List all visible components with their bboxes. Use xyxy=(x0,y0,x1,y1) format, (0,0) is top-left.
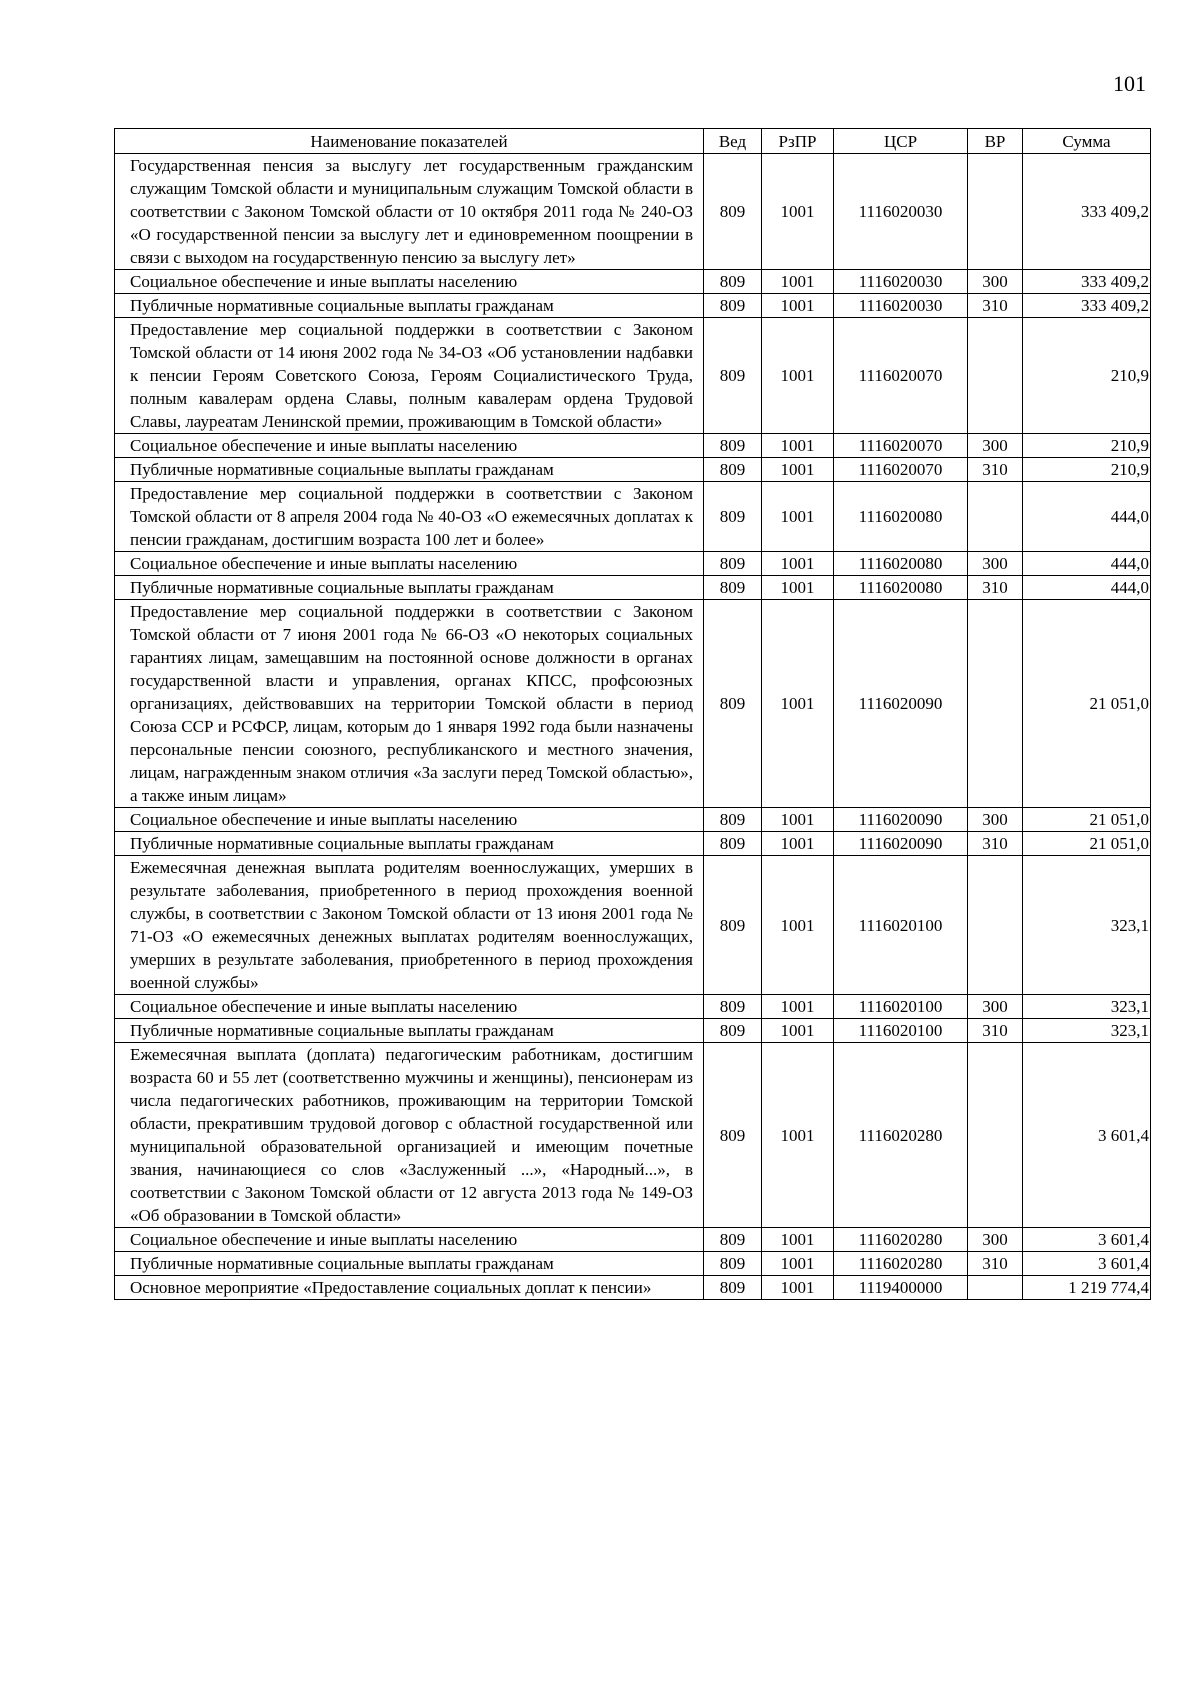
table-row xyxy=(115,600,1151,808)
cell-name: Социальное обеспечение и иные выплаты населению xyxy=(115,434,704,458)
cell-name: Предоставление мер социальной поддержки в соответствии с Законом Томской области от 14 июня 2002 года № 34-ОЗ «Об установлении надбавки к пенсии Героям Советского Союза, Героям Социалистического Труда, полным кавалерам ордена Славы, полным кавалерам ордена Трудовой Славы, лауреатам Ленинской премии, проживающим в Томской области» xyxy=(115,318,704,434)
cell-ved: 809 xyxy=(704,1019,762,1043)
cell-sum: 3 601,4 xyxy=(1023,1043,1151,1228)
cell-csr: 1116020030 xyxy=(834,154,968,270)
cell-rzpr: 1001 xyxy=(762,1019,834,1043)
cell-vr xyxy=(968,318,1023,434)
cell-rzpr: 1001 xyxy=(762,318,834,434)
table-row xyxy=(115,552,1151,576)
cell-name: Предоставление мер социальной поддержки в соответствии с Законом Томской области от 8 апреля 2004 года № 40-ОЗ «О ежемесячных доплатах к пенсии гражданам, достигшим возраста 100 лет и более» xyxy=(115,482,704,552)
cell-ved: 809 xyxy=(704,154,762,270)
cell-name: Социальное обеспечение и иные выплаты населению xyxy=(115,552,704,576)
cell-vr xyxy=(968,482,1023,552)
table-row xyxy=(115,1276,1151,1300)
cell-csr: 1116020080 xyxy=(834,576,968,600)
cell-rzpr: 1001 xyxy=(762,1276,834,1300)
cell-name: Ежемесячная денежная выплата родителям военнослужащих, умерших в результате заболевания, приобретенного в период прохождения военной службы, в соответствии с Законом Томской области от 13 июня 2001 года № 71-ОЗ «О ежемесячных денежных выплатах родителям военнослужащих, умерших в результате заболевания, приобретенного в период прохождения военной службы» xyxy=(115,856,704,995)
cell-name: Публичные нормативные социальные выплаты гражданам xyxy=(115,576,704,600)
table-row xyxy=(115,808,1151,832)
cell-sum: 3 601,4 xyxy=(1023,1228,1151,1252)
cell-ved: 809 xyxy=(704,552,762,576)
table-row xyxy=(115,154,1151,270)
table-row xyxy=(115,1043,1151,1228)
table-row xyxy=(115,832,1151,856)
cell-csr: 1116020080 xyxy=(834,482,968,552)
table-row xyxy=(115,458,1151,482)
budget-table xyxy=(114,128,1151,1300)
cell-sum: 323,1 xyxy=(1023,1019,1151,1043)
cell-rzpr: 1001 xyxy=(762,808,834,832)
table-row xyxy=(115,576,1151,600)
cell-csr: 1116020070 xyxy=(834,434,968,458)
cell-rzpr: 1001 xyxy=(762,1228,834,1252)
cell-ved: 809 xyxy=(704,458,762,482)
cell-sum: 444,0 xyxy=(1023,576,1151,600)
cell-csr: 1116020100 xyxy=(834,995,968,1019)
cell-vr: 300 xyxy=(968,270,1023,294)
cell-rzpr: 1001 xyxy=(762,576,834,600)
cell-name: Публичные нормативные социальные выплаты гражданам xyxy=(115,1252,704,1276)
table-row xyxy=(115,434,1151,458)
cell-ved: 809 xyxy=(704,576,762,600)
cell-vr: 300 xyxy=(968,808,1023,832)
cell-sum: 444,0 xyxy=(1023,482,1151,552)
cell-csr: 1116020070 xyxy=(834,458,968,482)
cell-vr: 310 xyxy=(968,294,1023,318)
cell-csr: 1116020100 xyxy=(834,856,968,995)
cell-csr: 1116020280 xyxy=(834,1043,968,1228)
table-row xyxy=(115,270,1151,294)
cell-csr: 1116020090 xyxy=(834,832,968,856)
cell-vr: 310 xyxy=(968,1252,1023,1276)
cell-vr xyxy=(968,1043,1023,1228)
cell-sum: 21 051,0 xyxy=(1023,600,1151,808)
cell-vr xyxy=(968,856,1023,995)
table-header-row xyxy=(115,129,1151,154)
cell-vr: 300 xyxy=(968,1228,1023,1252)
cell-rzpr: 1001 xyxy=(762,1043,834,1228)
table-row xyxy=(115,482,1151,552)
cell-name: Государственная пенсия за выслугу лет государственным гражданским служащим Томской области и муниципальным служащим Томской области в соответствии с Законом Томской области от 10 октября 2011 года № 240-ОЗ «О государственной пенсии за выслугу лет и единовременном поощрении в связи с выходом на государственную пенсию за выслугу лет» xyxy=(115,154,704,270)
cell-rzpr: 1001 xyxy=(762,1252,834,1276)
cell-ved: 809 xyxy=(704,1252,762,1276)
table-body xyxy=(115,154,1151,1300)
cell-ved: 809 xyxy=(704,1276,762,1300)
cell-ved: 809 xyxy=(704,294,762,318)
cell-csr: 1116020280 xyxy=(834,1252,968,1276)
cell-name: Предоставление мер социальной поддержки в соответствии с Законом Томской области от 7 июня 2001 года № 66-ОЗ «О некоторых социальных гарантиях лицам, замещавшим на постоянной основе должности в органах государственной власти и управления, органах КПСС, профсоюзных организациях, действовавших на территории Томской области в период Союза ССР и РСФСР, лицам, которым до 1 января 1992 года были назначены персональные пенсии союзного, республиканского и местного значения, лицам, награжденным знаком отличия «За заслуги перед Томской областью», а также иным лицам» xyxy=(115,600,704,808)
table-row xyxy=(115,294,1151,318)
header-rzpr: РзПР xyxy=(762,129,834,154)
cell-ved: 809 xyxy=(704,318,762,434)
cell-sum: 333 409,2 xyxy=(1023,294,1151,318)
cell-name: Социальное обеспечение и иные выплаты населению xyxy=(115,270,704,294)
table-row xyxy=(115,1228,1151,1252)
cell-ved: 809 xyxy=(704,808,762,832)
cell-csr: 1116020280 xyxy=(834,1228,968,1252)
cell-rzpr: 1001 xyxy=(762,154,834,270)
cell-ved: 809 xyxy=(704,600,762,808)
cell-vr xyxy=(968,600,1023,808)
cell-csr: 1116020080 xyxy=(834,552,968,576)
cell-csr: 1119400000 xyxy=(834,1276,968,1300)
cell-name: Социальное обеспечение и иные выплаты населению xyxy=(115,808,704,832)
cell-rzpr: 1001 xyxy=(762,995,834,1019)
cell-ved: 809 xyxy=(704,1043,762,1228)
page-number: 101 xyxy=(1113,71,1146,96)
cell-name: Основное мероприятие «Предоставление социальных доплат к пенсии» xyxy=(115,1276,704,1300)
header-sum: Сумма xyxy=(1023,129,1151,154)
cell-sum: 21 051,0 xyxy=(1023,808,1151,832)
table-row xyxy=(115,318,1151,434)
cell-ved: 809 xyxy=(704,270,762,294)
cell-ved: 809 xyxy=(704,1228,762,1252)
cell-rzpr: 1001 xyxy=(762,552,834,576)
cell-vr: 310 xyxy=(968,1019,1023,1043)
cell-name: Публичные нормативные социальные выплаты гражданам xyxy=(115,458,704,482)
cell-rzpr: 1001 xyxy=(762,434,834,458)
cell-csr: 1116020100 xyxy=(834,1019,968,1043)
cell-vr: 300 xyxy=(968,552,1023,576)
cell-vr xyxy=(968,154,1023,270)
cell-csr: 1116020030 xyxy=(834,270,968,294)
cell-vr: 310 xyxy=(968,832,1023,856)
cell-name: Публичные нормативные социальные выплаты гражданам xyxy=(115,832,704,856)
cell-ved: 809 xyxy=(704,434,762,458)
cell-vr: 300 xyxy=(968,995,1023,1019)
cell-rzpr: 1001 xyxy=(762,482,834,552)
cell-name: Публичные нормативные социальные выплаты гражданам xyxy=(115,1019,704,1043)
cell-rzpr: 1001 xyxy=(762,832,834,856)
header-ved: Вед xyxy=(704,129,762,154)
header-vr: ВР xyxy=(968,129,1023,154)
cell-sum: 333 409,2 xyxy=(1023,270,1151,294)
cell-csr: 1116020070 xyxy=(834,318,968,434)
cell-vr: 300 xyxy=(968,434,1023,458)
cell-sum: 210,9 xyxy=(1023,458,1151,482)
table-row xyxy=(115,1019,1151,1043)
cell-sum: 210,9 xyxy=(1023,318,1151,434)
cell-sum: 333 409,2 xyxy=(1023,154,1151,270)
cell-rzpr: 1001 xyxy=(762,458,834,482)
cell-sum: 323,1 xyxy=(1023,995,1151,1019)
cell-vr: 310 xyxy=(968,458,1023,482)
cell-name: Социальное обеспечение и иные выплаты населению xyxy=(115,1228,704,1252)
cell-sum: 3 601,4 xyxy=(1023,1252,1151,1276)
table-row xyxy=(115,995,1151,1019)
cell-sum: 323,1 xyxy=(1023,856,1151,995)
cell-sum: 210,9 xyxy=(1023,434,1151,458)
table-row xyxy=(115,1252,1151,1276)
cell-ved: 809 xyxy=(704,482,762,552)
cell-sum: 1 219 774,4 xyxy=(1023,1276,1151,1300)
cell-rzpr: 1001 xyxy=(762,856,834,995)
cell-ved: 809 xyxy=(704,995,762,1019)
table-row xyxy=(115,856,1151,995)
header-name: Наименование показателей xyxy=(115,129,704,154)
cell-name: Публичные нормативные социальные выплаты гражданам xyxy=(115,294,704,318)
cell-name: Ежемесячная выплата (доплата) педагогическим работникам, достигшим возраста 60 и 55 лет (соответственно мужчины и женщины), пенсионерам из числа педагогических работников, проживающим на территории Томской области, прекратившим трудовой договор с областной государственной или муниципальной образовательной организацией и имеющим почетные звания, начинающиеся со слов «Заслуженный ...», «Народный...», в соответствии с Законом Томской области от 12 августа 2013 года № 149-ОЗ «Об образовании в Томской области» xyxy=(115,1043,704,1228)
cell-rzpr: 1001 xyxy=(762,294,834,318)
cell-csr: 1116020090 xyxy=(834,600,968,808)
cell-vr xyxy=(968,1276,1023,1300)
cell-vr: 310 xyxy=(968,576,1023,600)
cell-name: Социальное обеспечение и иные выплаты населению xyxy=(115,995,704,1019)
cell-csr: 1116020090 xyxy=(834,808,968,832)
cell-rzpr: 1001 xyxy=(762,270,834,294)
cell-sum: 444,0 xyxy=(1023,552,1151,576)
header-csr: ЦСР xyxy=(834,129,968,154)
cell-sum: 21 051,0 xyxy=(1023,832,1151,856)
cell-rzpr: 1001 xyxy=(762,600,834,808)
cell-ved: 809 xyxy=(704,832,762,856)
cell-ved: 809 xyxy=(704,856,762,995)
cell-csr: 1116020030 xyxy=(834,294,968,318)
